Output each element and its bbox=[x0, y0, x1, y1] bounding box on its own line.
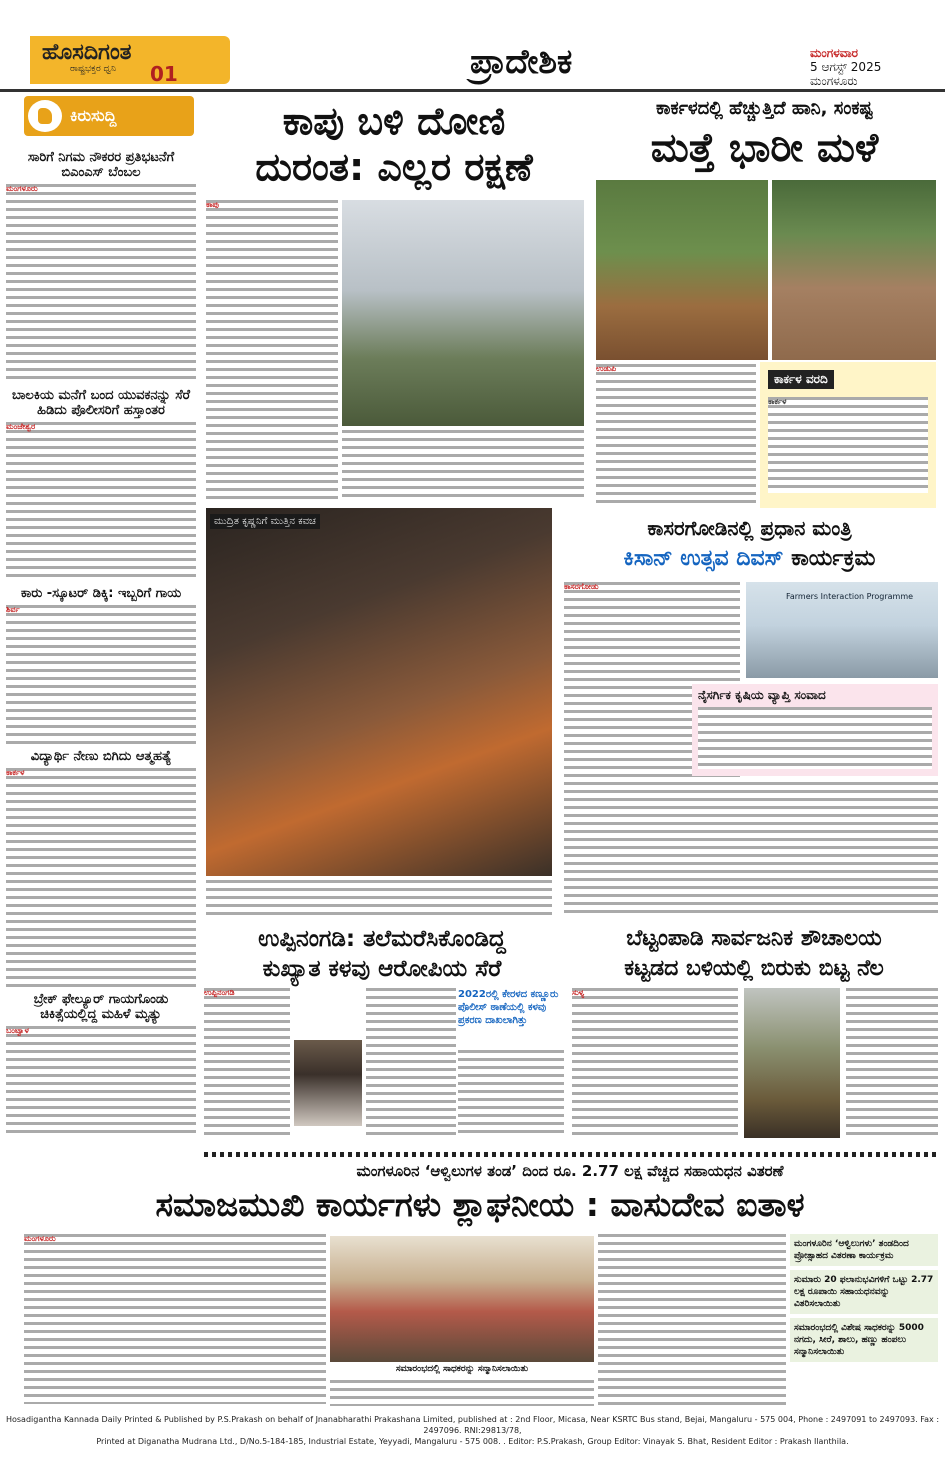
bottom-highlights bbox=[790, 1234, 938, 1406]
rain-dateline: ಉಡುಪಿ bbox=[596, 364, 617, 373]
uppinangadi-highlight: 2022ರಲ್ಲಿ ಕೇರಳದ ಕಣ್ಣೂರು ಪೊಲೀಸ್ ಠಾಣೆಯಲ್ಲಿ ಕಳವು ಪ್ರಕರಣ ದಾಖಲಾಗಿತ್ತು bbox=[458, 989, 559, 1026]
issue-date: 5 ಆಗಸ್ಟ್ 2025 bbox=[810, 60, 882, 74]
imprint-line1: Hosadigantha Kannada Daily Printed & Published by P.S.Prakash on behalf of Jnanabharathi Prakashana Limited, published at : 2nd Floor, Micasa, Near KSRTC Bus stand, Bejai, Mangaluru - 575 004, Phone : 2497091 to 2497093. Fax : 2497096. RNI:29813/78, bbox=[5, 1415, 940, 1435]
natural-farming-body bbox=[698, 707, 932, 769]
brief-headline: ಕಾರು -ಸ್ಕೂಟರ್ ಡಿಕ್ಕಿ: ಇಬ್ಬರಿಗೆ ಗಾಯ bbox=[20, 586, 182, 601]
rain-kicker: ಕಾರ್ಕಳದಲ್ಲಿ ಹೆಚ್ಚುತ್ತಿದೆ ಹಾನಿ, ಸಂಕಷ್ಟ bbox=[656, 98, 873, 119]
karkala-report-body bbox=[768, 397, 928, 493]
kasaragod-headline-line1: ಕಾಸರಗೋಡಿನಲ್ಲಿ ಪ್ರಧಾನ ಮಂತ್ರಿ bbox=[647, 516, 852, 540]
lead-headline-line2: ದುರಂತ: ಎಲ್ಲರ ರಕ್ಷಣೆ bbox=[255, 145, 533, 189]
brief-body bbox=[6, 605, 196, 745]
rain-photo-road bbox=[596, 180, 768, 360]
lead-headline bbox=[204, 98, 584, 194]
programme-banner: Farmers Interaction Programme bbox=[786, 592, 914, 601]
karkala-report-title: ಕಾರ್ಕಳ ವರದಿ bbox=[768, 370, 834, 389]
brief-news-column bbox=[6, 146, 196, 1246]
bettampady-headline bbox=[570, 924, 938, 984]
uppinangadi-headline bbox=[200, 924, 564, 984]
natural-farming-box bbox=[692, 684, 938, 776]
felicitation-caption: ಸಮಾರಂಭದಲ್ಲಿ ಸಾಧಕರನ್ನು ಸನ್ಮಾನಿಸಲಾಯಿತು bbox=[395, 1364, 529, 1374]
brief-headline: ಸಾರಿಗೆ ನಿಗಮ ನೌಕರರ ಪ್ರತಿಭಟನೆಗೆ ಬಿಎಂಎಸ್ ಬೆಂಬಲ bbox=[27, 150, 175, 180]
karkala-dateline: ಕಾರ್ಕಳ bbox=[768, 397, 787, 406]
temple-caption bbox=[206, 880, 552, 916]
kirusuddi-text: ಕಿರುಸುದ್ದಿ bbox=[70, 106, 117, 125]
uppinangadi-headline-line2: ಕುಖ್ಯಾತ ಕಳವು ಆರೋಪಿಯ ಸೆರೆ bbox=[262, 956, 502, 982]
brief-body bbox=[6, 422, 196, 582]
issue-day: ಮಂಗಳವಾರ bbox=[810, 46, 859, 60]
bettampady-dateline: ಸುಳ್ಯ bbox=[572, 988, 585, 997]
felicitation-photo bbox=[330, 1236, 594, 1362]
uppinangadi-body bbox=[204, 988, 290, 1138]
uppinangadi-dateline: ಉಪ್ಪಿನಂಗಡಿ bbox=[204, 988, 235, 997]
lead-body bbox=[206, 200, 338, 500]
pointing-hand-icon bbox=[28, 100, 62, 132]
dateline-box bbox=[810, 46, 881, 88]
brief-headline: ಬ್ರೇಕ್ ಫೇಲ್ಯೂರ್ ಗಾಯಗೊಂಡು ಚಿಕಿತ್ಸೆಯಲ್ಲಿದ್ದ ಮಹಿಳೆ ಮೃತ್ಯು bbox=[33, 992, 169, 1022]
issue-city: ಮಂಗಳೂರು bbox=[810, 74, 858, 88]
bottom-dateline: ಮಂಗಳೂರು bbox=[24, 1234, 56, 1243]
bettampady-headline-line2: ಕಟ್ಟಡದ ಬಳಿಯಲ್ಲಿ ಬಿರುಕು ಬಿಟ್ಟ ನೆಲ bbox=[624, 956, 884, 981]
uppinangadi-body-3 bbox=[458, 1050, 564, 1138]
lead-headline-line1: ಕಾಪು ಬಳಿ ದೋಣಿ bbox=[282, 99, 506, 143]
rain-body bbox=[596, 364, 756, 504]
uppinangadi-headline-line1: ಉಪ್ಪಿನಂಗಡಿ: ತಲೆಮರೆಸಿಕೊಂಡಿದ್ದ bbox=[258, 926, 506, 952]
bottom-body-3 bbox=[598, 1234, 786, 1406]
brief-body bbox=[6, 184, 196, 384]
uppinangadi-body-2 bbox=[366, 988, 456, 1138]
kirusuddi-label bbox=[24, 96, 194, 136]
highlight-box: ಸುಮಾರು 20 ಫಲಾನುಭವಿಗಳಿಗೆ ಒಟ್ಟು 2.77 ಲಕ್ಷ ರೂಪಾಯಿ ಸಹಾಯಧನವನ್ನು ವಿತರಿಸಲಾಯಿತು bbox=[790, 1270, 938, 1314]
bottom-headline: ಸಮಾಜಮುಖಿ ಕಾರ್ಯಗಳು ಶ್ಲಾಘನೀಯ : ವಾಸುದೇವ ಐತಾಳ bbox=[155, 1185, 805, 1224]
kasaragod-body-continued bbox=[564, 782, 938, 914]
bettampady-headline-line1: ಬೆಟ್ಟಂಪಾಡಿ ಸಾರ್ವಜನಿಕ ಶೌಚಾಲಯ bbox=[626, 926, 882, 951]
newspaper-logo bbox=[30, 36, 230, 84]
kasaragod-dateline: ಕಾಸರಗೋಡು bbox=[564, 582, 599, 591]
lead-body-continued bbox=[342, 430, 584, 500]
brief-headline: ವಿದ್ಯಾರ್ಥಿ ನೇಣು ಬಿಗಿದು ಆತ್ಮಹತ್ಯೆ bbox=[30, 749, 172, 764]
highlight-box: ಮಂಗಳೂರಿನ ‘ಆಳ್ವಿಲುಗಳು’ ತಂಡದಿಂದ ಪ್ರೋತ್ಸಾಹದ ವಿತರಣಾ ಕಾರ್ಯಕ್ರಮ bbox=[790, 1234, 938, 1266]
kasaragod-photo bbox=[746, 582, 938, 678]
natural-farming-title: ನೈಸರ್ಗಿಕ ಕೃಷಿಯ ವ್ಯಾಪ್ತಿ ಸಂವಾದ bbox=[698, 688, 826, 702]
brief-body bbox=[6, 1026, 196, 1136]
section-divider bbox=[204, 1152, 938, 1157]
section-title: ಪ್ರಾದೇಶಿಕ bbox=[470, 42, 573, 82]
logo-text: ಹೊಸದಿಗಂತ bbox=[42, 40, 132, 65]
kisan-utsav-text: ಕಿಸಾನ್ ಉತ್ಸವ ದಿವಸ್ bbox=[623, 546, 784, 571]
page-number: 01 bbox=[150, 62, 178, 86]
bettampady-body-2 bbox=[846, 988, 938, 1138]
bettampady-body bbox=[572, 988, 738, 1138]
rain-photo-flood bbox=[772, 180, 936, 360]
lead-dateline: ಕಾಪು bbox=[206, 200, 219, 209]
highlight-box: ಸಮಾರಂಭದಲ್ಲಿ ವಿಶೇಷ ಸಾಧಕರನ್ನು 5000 ನಗದು, ಸೀರೆ, ಶಾಲು, ಹಣ್ಣು ಹಂಪಲು ಸನ್ಮಾನಿಸಲಾಯಿತು bbox=[790, 1318, 938, 1362]
lead-photo bbox=[342, 200, 584, 426]
brief-headline: ಬಾಲಕಿಯ ಮನೆಗೆ ಬಂದ ಯುವಕನನ್ನು ಸೆರೆ ಹಿಡಿದು ಪೊಲೀಸರಿಗೆ ಹಸ್ತಾಂತರ bbox=[11, 388, 191, 418]
karkala-report-box bbox=[760, 362, 936, 508]
brief-dateline: ಬಂಟ್ವಾಳ bbox=[6, 1026, 29, 1035]
brief-dateline: ಶಿರ್ವ bbox=[6, 605, 20, 614]
bettampady-photo bbox=[744, 988, 840, 1138]
logo-tagline: ರಾಷ್ಟ್ರಭಕ್ತರ ಧ್ವನಿ bbox=[70, 64, 116, 74]
brief-dateline: ಕಾರ್ಕಳ bbox=[6, 768, 25, 777]
brief-dateline: ಮಂಗಳೂರು bbox=[6, 184, 38, 193]
bottom-body-2 bbox=[330, 1380, 594, 1406]
temple-photo bbox=[206, 508, 552, 876]
imprint-line2: Printed at Diganatha Mudrana Ltd., D/No.5-184-185, Industrial Estate, Yeyyadi, Mangaluru - 575 008. . Editor: P.S.Prakash, Group Editor: Vinayak S. Bhat, Resident Editor : Prakash Ilanthila. bbox=[96, 1437, 849, 1446]
imprint-footer bbox=[0, 1414, 945, 1454]
accused-photo bbox=[294, 1040, 362, 1126]
karyakrama-text: ಕಾರ್ಯಕ್ರಮ bbox=[791, 546, 876, 571]
temple-photo-label: ಮುದ್ರಿತ ಕೃಷ್ಣನಿಗೆ ಮುತ್ತಿನ ಕವಚ bbox=[210, 514, 320, 529]
bottom-kicker: ಮಂಗಳೂರಿನ ‘ಆಳ್ವಿಲುಗಳ ತಂಡ’ ದಿಂದ ರೂ. 2.77 ಲಕ್ಷ ವೆಚ್ಚದ ಸಹಾಯಧನ ವಿತರಣೆ bbox=[356, 1162, 784, 1180]
brief-dateline: ಮಂಜೇಶ್ವರ bbox=[6, 422, 36, 431]
brief-body bbox=[6, 768, 196, 988]
kasaragod-headline-line2 bbox=[562, 546, 937, 571]
rain-headline: ಮತ್ತೆ ಭಾರೀ ಮಳೆ bbox=[650, 125, 879, 171]
bottom-body bbox=[24, 1234, 326, 1404]
